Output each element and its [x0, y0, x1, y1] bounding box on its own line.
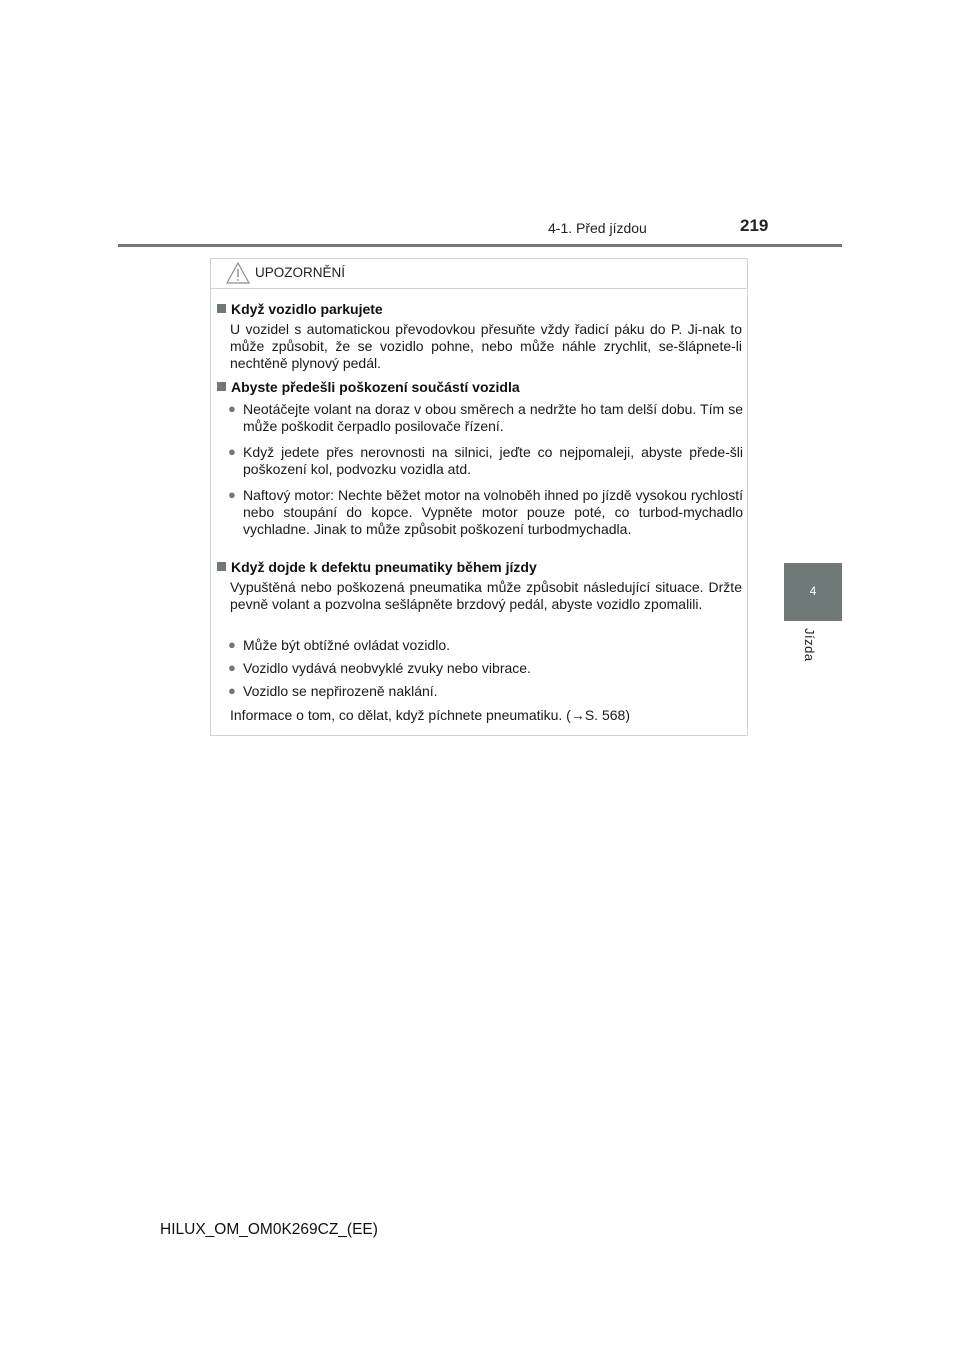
- section-heading-tire-failure: Když dojde k defektu pneumatiky během jízdy: [217, 559, 537, 575]
- page-number: 219: [740, 216, 769, 235]
- caution-title: UPOZORNĚNÍ: [255, 265, 346, 280]
- chapter-side-label: Jízda: [802, 628, 817, 662]
- section-closing-reference: Informace o tom, co dělat, když píchnete pneumatiku. (→S. 568): [230, 707, 630, 723]
- square-bullet-icon: [217, 304, 226, 313]
- chapter-tab: [784, 563, 842, 621]
- bullet-text: Vozidlo se nepřirozeně naklání.: [243, 683, 438, 699]
- bullet-text: Může být obtížné ovládat vozidlo.: [243, 637, 451, 653]
- bullet-text: Vozidlo vydává neobvyklé zvuky nebo vibrace.: [243, 660, 531, 676]
- bullet-dot-icon: ●: [228, 401, 236, 416]
- header-rule: [118, 244, 842, 247]
- bullet-dot-icon: ●: [228, 660, 236, 675]
- section-heading-damage: Abyste předešli poškození součástí vozidla: [217, 379, 520, 395]
- caution-header: [211, 259, 747, 289]
- section-paragraph: Vypuštěná nebo poškozená pneumatika může způsobit následující situace. Držte pevně volant a pozvolna sešlápněte brzdový pedál, abyste vozidlo zpomalili.: [230, 579, 742, 612]
- bullet-text: Naftový motor: Nechte běžet motor na volnoběh ihned po jízdě vysokou rychlostí nebo stoupání do kopce. Vypněte motor pouze poté, co turbod-mychadlo vychladne. Jinak to může způsobit poškození turbodmychadla.: [243, 487, 743, 537]
- header-section-title: 4-1. Před jízdou: [548, 220, 647, 236]
- bullet-dot-icon: ●: [228, 487, 236, 502]
- footer-document-code: HILUX_OM_OM0K269CZ_(EE): [160, 1221, 378, 1238]
- section-heading-parking: Když vozidlo parkujete: [217, 301, 383, 317]
- bullet-text: Když jedete přes nerovnosti na silnici, jeďte co nejpomaleji, abyste přede-šli poškození kol, podvozku vozidla atd.: [243, 444, 743, 477]
- bullet-dot-icon: ●: [228, 444, 236, 459]
- chapter-tab-number: 4: [809, 584, 817, 598]
- bullet-dot-icon: ●: [228, 637, 236, 652]
- section-paragraph: U vozidel s automatickou převodovkou přesuňte vždy řadicí páku do P. Ji-nak to může způsobit, že se vozidlo pohne, nebo může náhle zrychlit, se-šlápnete-li nechtěně plynový pedál.: [230, 321, 742, 371]
- warning-triangle-icon: [225, 261, 251, 285]
- square-bullet-icon: [217, 382, 226, 391]
- square-bullet-icon: [217, 562, 226, 571]
- bullet-text: Neotáčejte volant na doraz v obou směrech a nedržte ho tam delší dobu. Tím se může poškodit čerpadlo posilovače řízení.: [243, 401, 743, 434]
- caution-box: [210, 258, 748, 736]
- bullet-dot-icon: ●: [228, 683, 236, 698]
